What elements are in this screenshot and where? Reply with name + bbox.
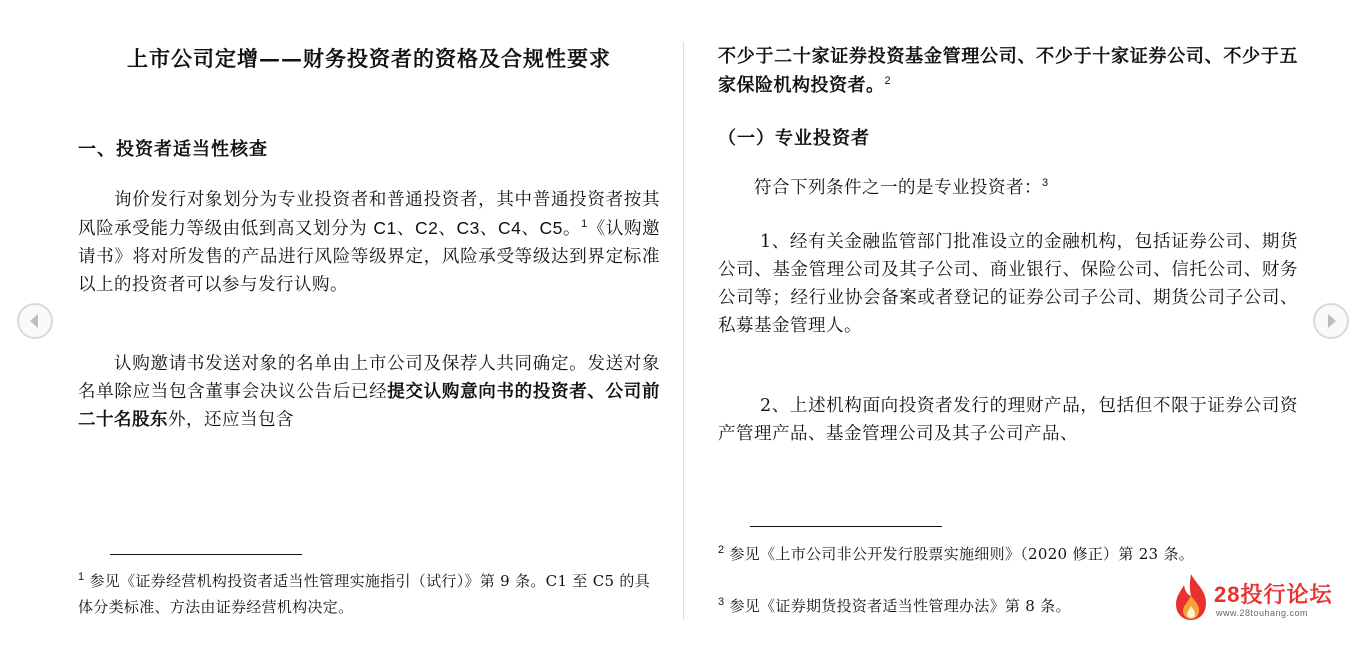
para-text: 《认购邀请书》将对所发售的产品进行风险等级界定，风险承受等级达到界定标准以上的投资者可以参与发行认购。 [78, 219, 661, 295]
footnote-ref[interactable]: 3 [1042, 177, 1049, 190]
para-text: 符合下列条件之一的是专业投资者： [754, 178, 1042, 198]
para-text: 认购邀请书发送对象的名单由上市公司及保荐人共同确定。发送对象名单除应当包含董事会决议公告后已经 [78, 354, 660, 402]
previous-page-button[interactable] [17, 303, 53, 339]
para-text: 询价发行对象划分为专业投资者和普通投资者，其中普通投资者按其风险承受能力等级由低到高又划分为 [78, 190, 660, 239]
footnote-number: 1 [78, 571, 85, 583]
footnote-separator [110, 554, 302, 555]
footnote-separator [750, 526, 942, 527]
footnote-text: 参见《证券经营机构投资者适当性管理实施指引（试行）》第 9 条。C1 至 C5 的具体分类标准、方法由证券经营机构决定。 [78, 572, 651, 616]
footnote-3 [718, 593, 1158, 619]
logo-name: 28投行论坛 [1214, 582, 1333, 607]
section-heading: 一、投资者适当性核查 [78, 139, 268, 160]
list-item-2: 2、上述机构面向投资者发行的理财产品，包括但不限于证券公司资产管理产品、基金管理公司及其子公司产品、 [718, 396, 1298, 444]
footnote-text: 参见《上市公司非公开发行股票实施细则》（2020 修正）第 23 条。 [729, 545, 1195, 563]
sub-heading: （一）专业投资者 [718, 128, 870, 149]
footnote-number: 2 [718, 544, 725, 556]
page-divider [683, 42, 684, 620]
footnote-2 [718, 541, 1298, 567]
list-item-1: 1、经有关金融监管部门批准设立的金融机构，包括证券公司、期货公司、基金管理公司及其子公司、商业银行、保险公司、信托公司、财务公司等；经行业协会备案或者登记的证券公司子公司、期货公司子公司、私募基金管理人。 [718, 232, 1298, 336]
para-bold-text: 提交认购意向书的投资者、公司前二十名股东 [78, 382, 661, 430]
footnote-1 [78, 568, 660, 620]
para-text: 不少于二十家证券投资基金管理公司、不少于十家证券公司、不少于五家保险机构投资者。 [718, 46, 1298, 96]
para-text: 外，还应当包含 [168, 410, 294, 430]
risk-levels: C1、C2、C3、C4、C5 [373, 218, 563, 238]
footnote-ref[interactable]: 1 [581, 218, 588, 231]
right-page [718, 0, 1298, 645]
document-title: 上市公司定增——财务投资者的资格及合规性要求 [127, 46, 611, 71]
logo-url: www.28touhang.com [1216, 608, 1309, 618]
chevron-right-icon [1315, 305, 1347, 337]
flame-icon [1170, 572, 1212, 622]
paragraph-invitation-list [78, 350, 660, 434]
footnote-number: 3 [718, 596, 725, 608]
para-text: 。 [562, 219, 582, 239]
left-page [78, 0, 660, 645]
paragraph-intro [718, 174, 1298, 202]
footnote-ref[interactable]: 2 [884, 75, 892, 87]
next-page-button[interactable] [1313, 303, 1349, 339]
forum-logo [1170, 572, 1350, 624]
chevron-left-icon [19, 305, 51, 337]
continued-paragraph [718, 42, 1298, 100]
paragraph-investor-classification [78, 186, 660, 299]
footnote-text: 参见《证券期货投资者适当性管理办法》第 8 条。 [729, 597, 1071, 615]
